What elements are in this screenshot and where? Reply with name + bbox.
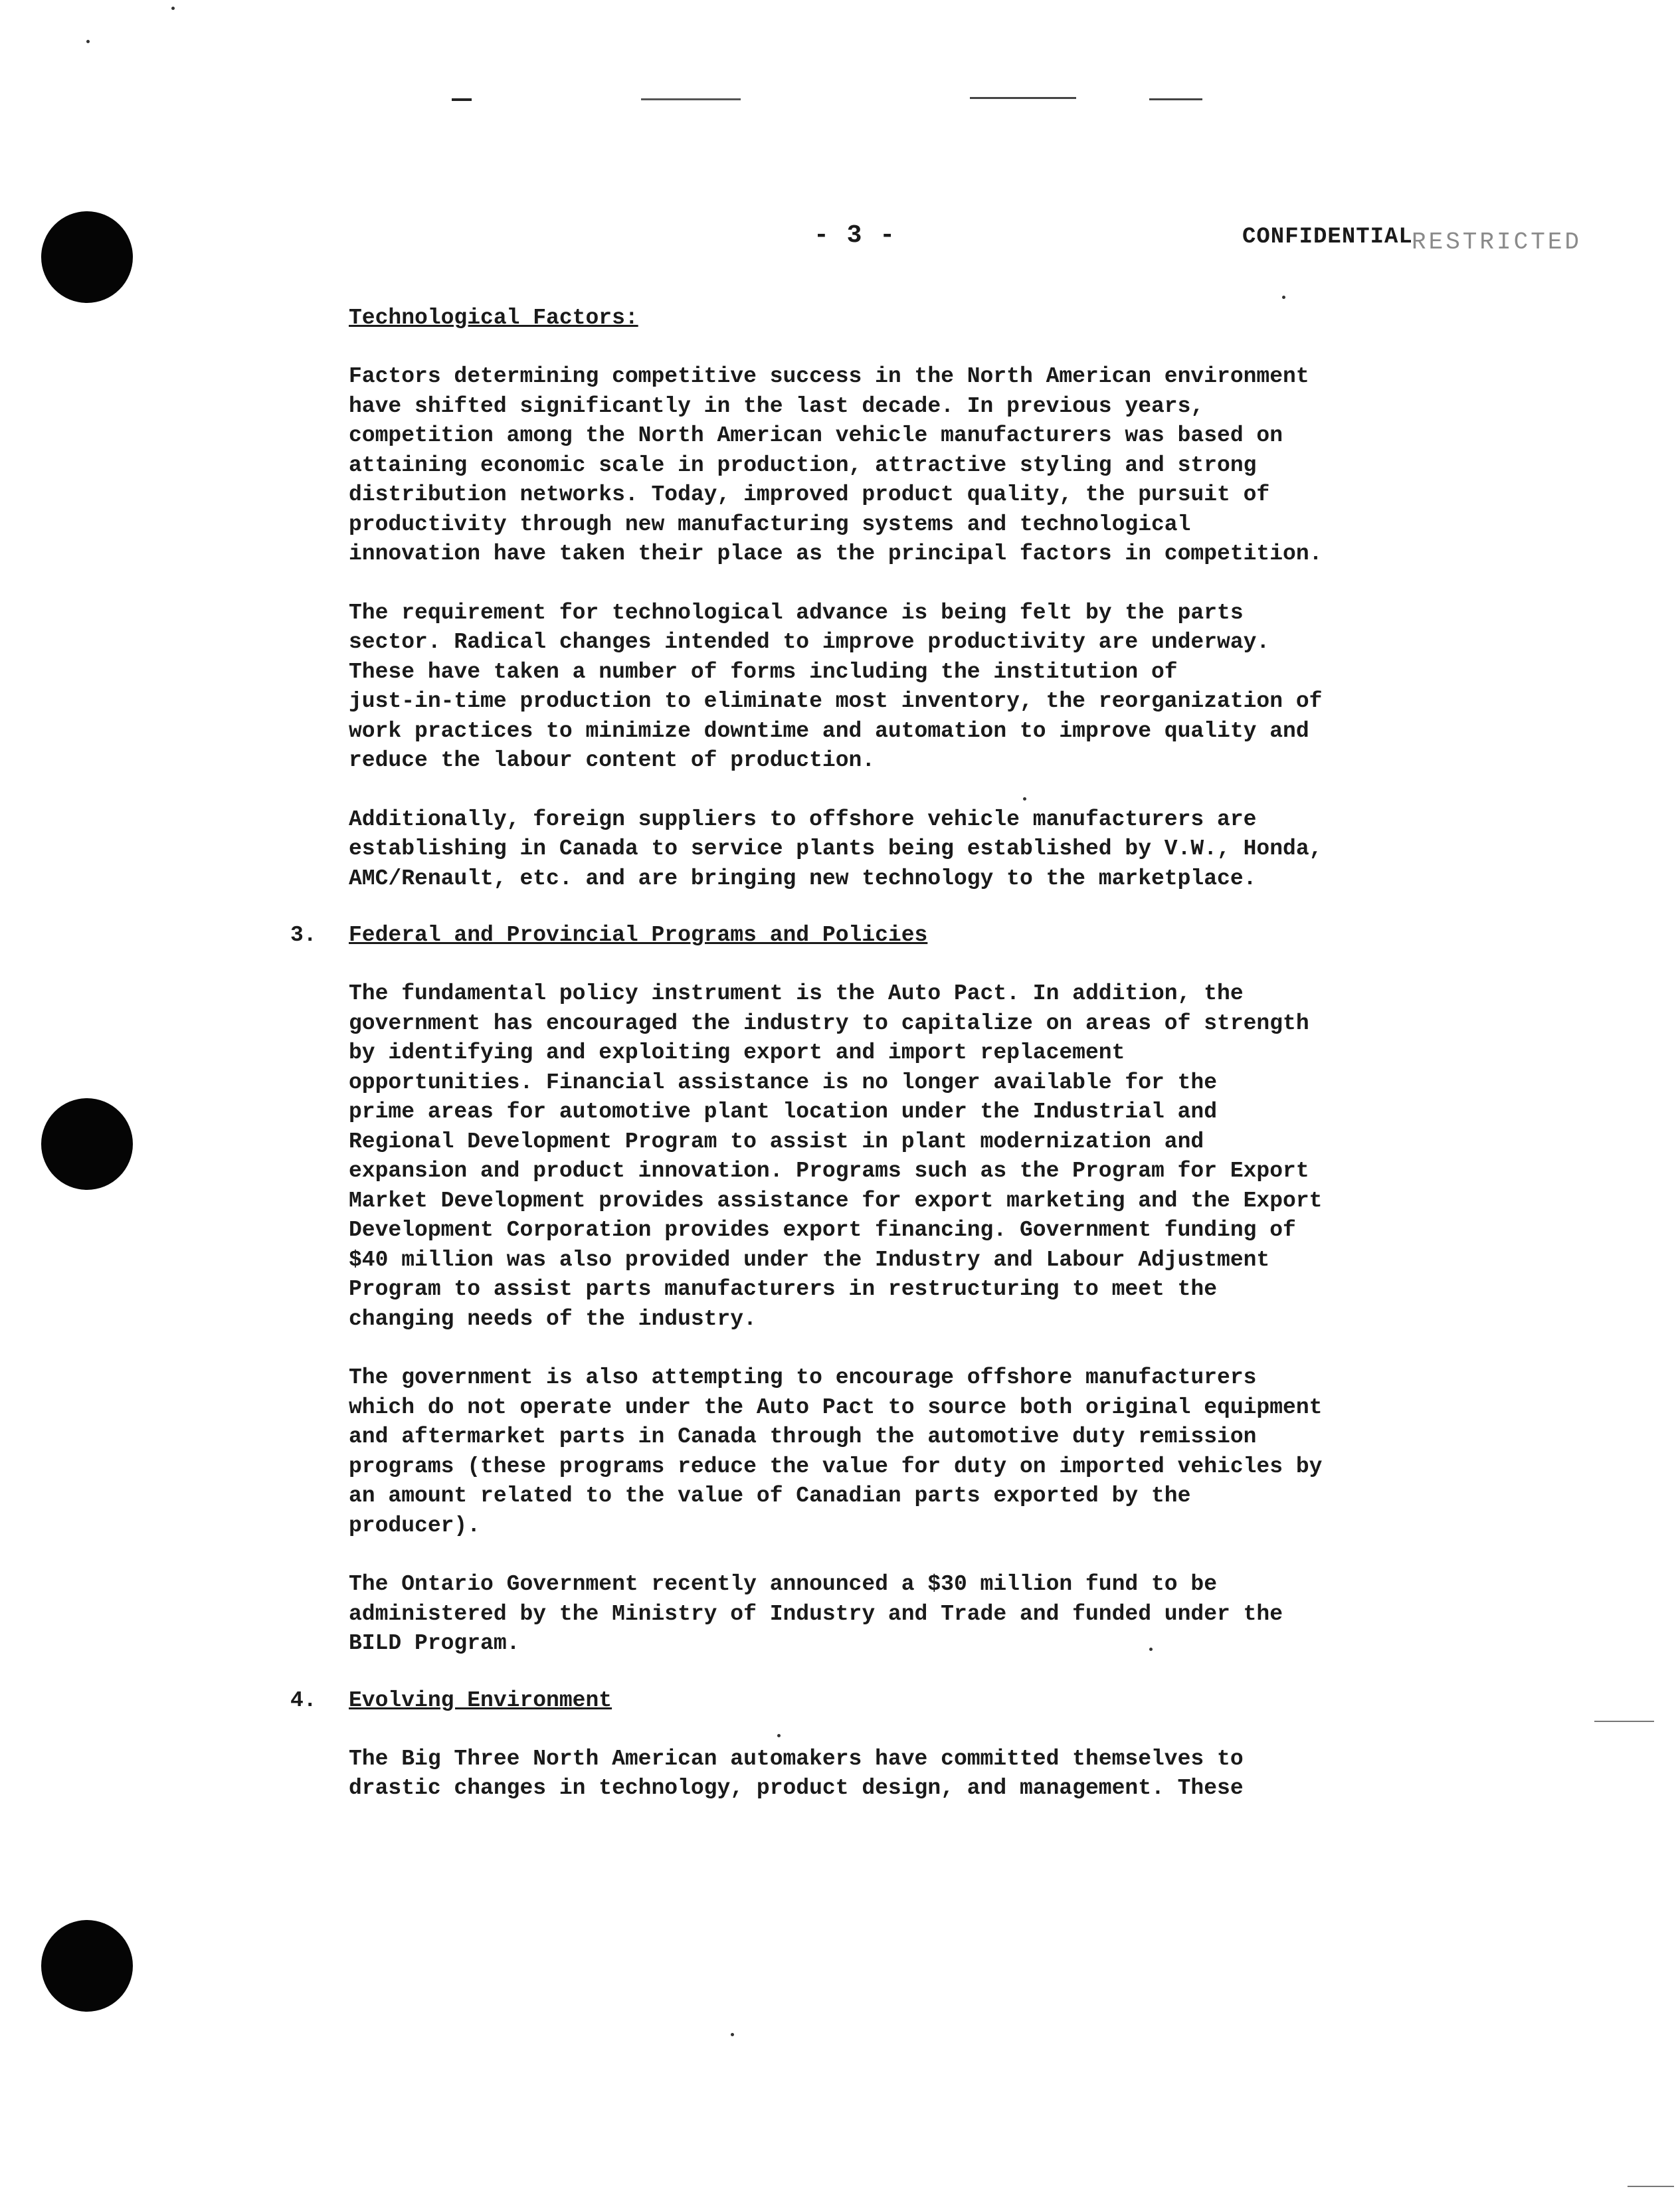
scan-artifact — [1149, 98, 1202, 100]
section-title: Federal and Provincial Programs and Policies — [349, 923, 928, 947]
page-number: - 3 - — [814, 221, 897, 250]
section-number: 4. — [290, 1687, 317, 1713]
scan-artifact — [641, 98, 741, 100]
paragraph: Additionally, foreign suppliers to offshore vehicle manufacturers are establishing in Canada to service plants being established by V.W., Honda, AMC/Renault, etc. and are bringing new technology to the marketplace. — [349, 807, 1323, 891]
paragraph: The requirement for technological advance is being felt by the parts sector. Radical changes intended to improve productivity are underway. These have taken a number of forms including the institution of just-in-time production to eliminate most inventory, the reorganization of work practices to minimize downtime and automation to improve quality and reduce the labour content of production. — [349, 600, 1323, 773]
punch-hole-bottom — [41, 1920, 133, 2012]
punch-hole-middle — [41, 1098, 133, 1190]
document-body — [290, 306, 1451, 1833]
paragraph: The Ontario Government recently announced a $30 million fund to be administered by the Ministry of Industry and Trade and funded under the BILD Program. — [349, 1572, 1283, 1656]
scan-speck — [731, 2033, 734, 2036]
technological-factors-heading: Technological Factors: — [349, 306, 638, 330]
punch-hole-top — [41, 211, 133, 303]
scan-speck — [1282, 296, 1285, 299]
scan-artifact — [452, 98, 472, 101]
paragraph: The government is also attempting to encourage offshore manufacturers which do not operate under the Auto Pact to source both original equipment and aftermarket parts in Canada through the automotive duty remission programs (these programs reduce the value for duty on imported vehicles by an amount related to the value of Canadian parts exported by the producer). — [349, 1365, 1323, 1538]
paragraph: The Big Three North American automakers have committed themselves to drastic changes in technology, product design, and management. These — [349, 1746, 1244, 1800]
scan-artifact — [970, 97, 1076, 99]
scan-artifact — [1594, 1721, 1654, 1722]
restricted-stamp: RESTRICTED — [1412, 229, 1582, 256]
scan-artifact — [1628, 2186, 1674, 2187]
confidential-label: CONFIDENTIAL — [1242, 225, 1413, 250]
paragraph: Factors determining competitive success in the North American environment have shifted significantly in the last decade. In previous years, competition among the North American vehicle manufacturers was based on attaining economic scale in production, attractive styling and strong distribution networks. Today, improved product quality, the pursuit of productivity through new manufacturing systems and technological innovation have taken their place as the principal factors in competition. — [349, 364, 1323, 566]
scan-speck — [86, 40, 90, 43]
section-3-heading — [290, 923, 1451, 947]
paragraph: The fundamental policy instrument is the Auto Pact. In addition, the government has encouraged the industry to capitalize on areas of strength by identifying and exploiting export and import replacement opportunities. Financial assistance is no longer available for the prime areas for automotive plant location under the Industrial and Regional Development Program to assist in plant modernization and expansion and product innovation. Programs such as the Program for Export Market Development provides assistance for export marketing and the Export Development Corporation provides export financing. Government funding of $40 million was also provided under the Industry and Labour Adjustment Program to assist parts manufacturers in restructuring to meet the changing needs of the industry. — [349, 981, 1323, 1331]
section-title: Evolving Environment — [349, 1687, 612, 1713]
section-number: 3. — [290, 923, 317, 947]
section-4-heading — [290, 1687, 1451, 1713]
scan-speck — [171, 7, 175, 10]
